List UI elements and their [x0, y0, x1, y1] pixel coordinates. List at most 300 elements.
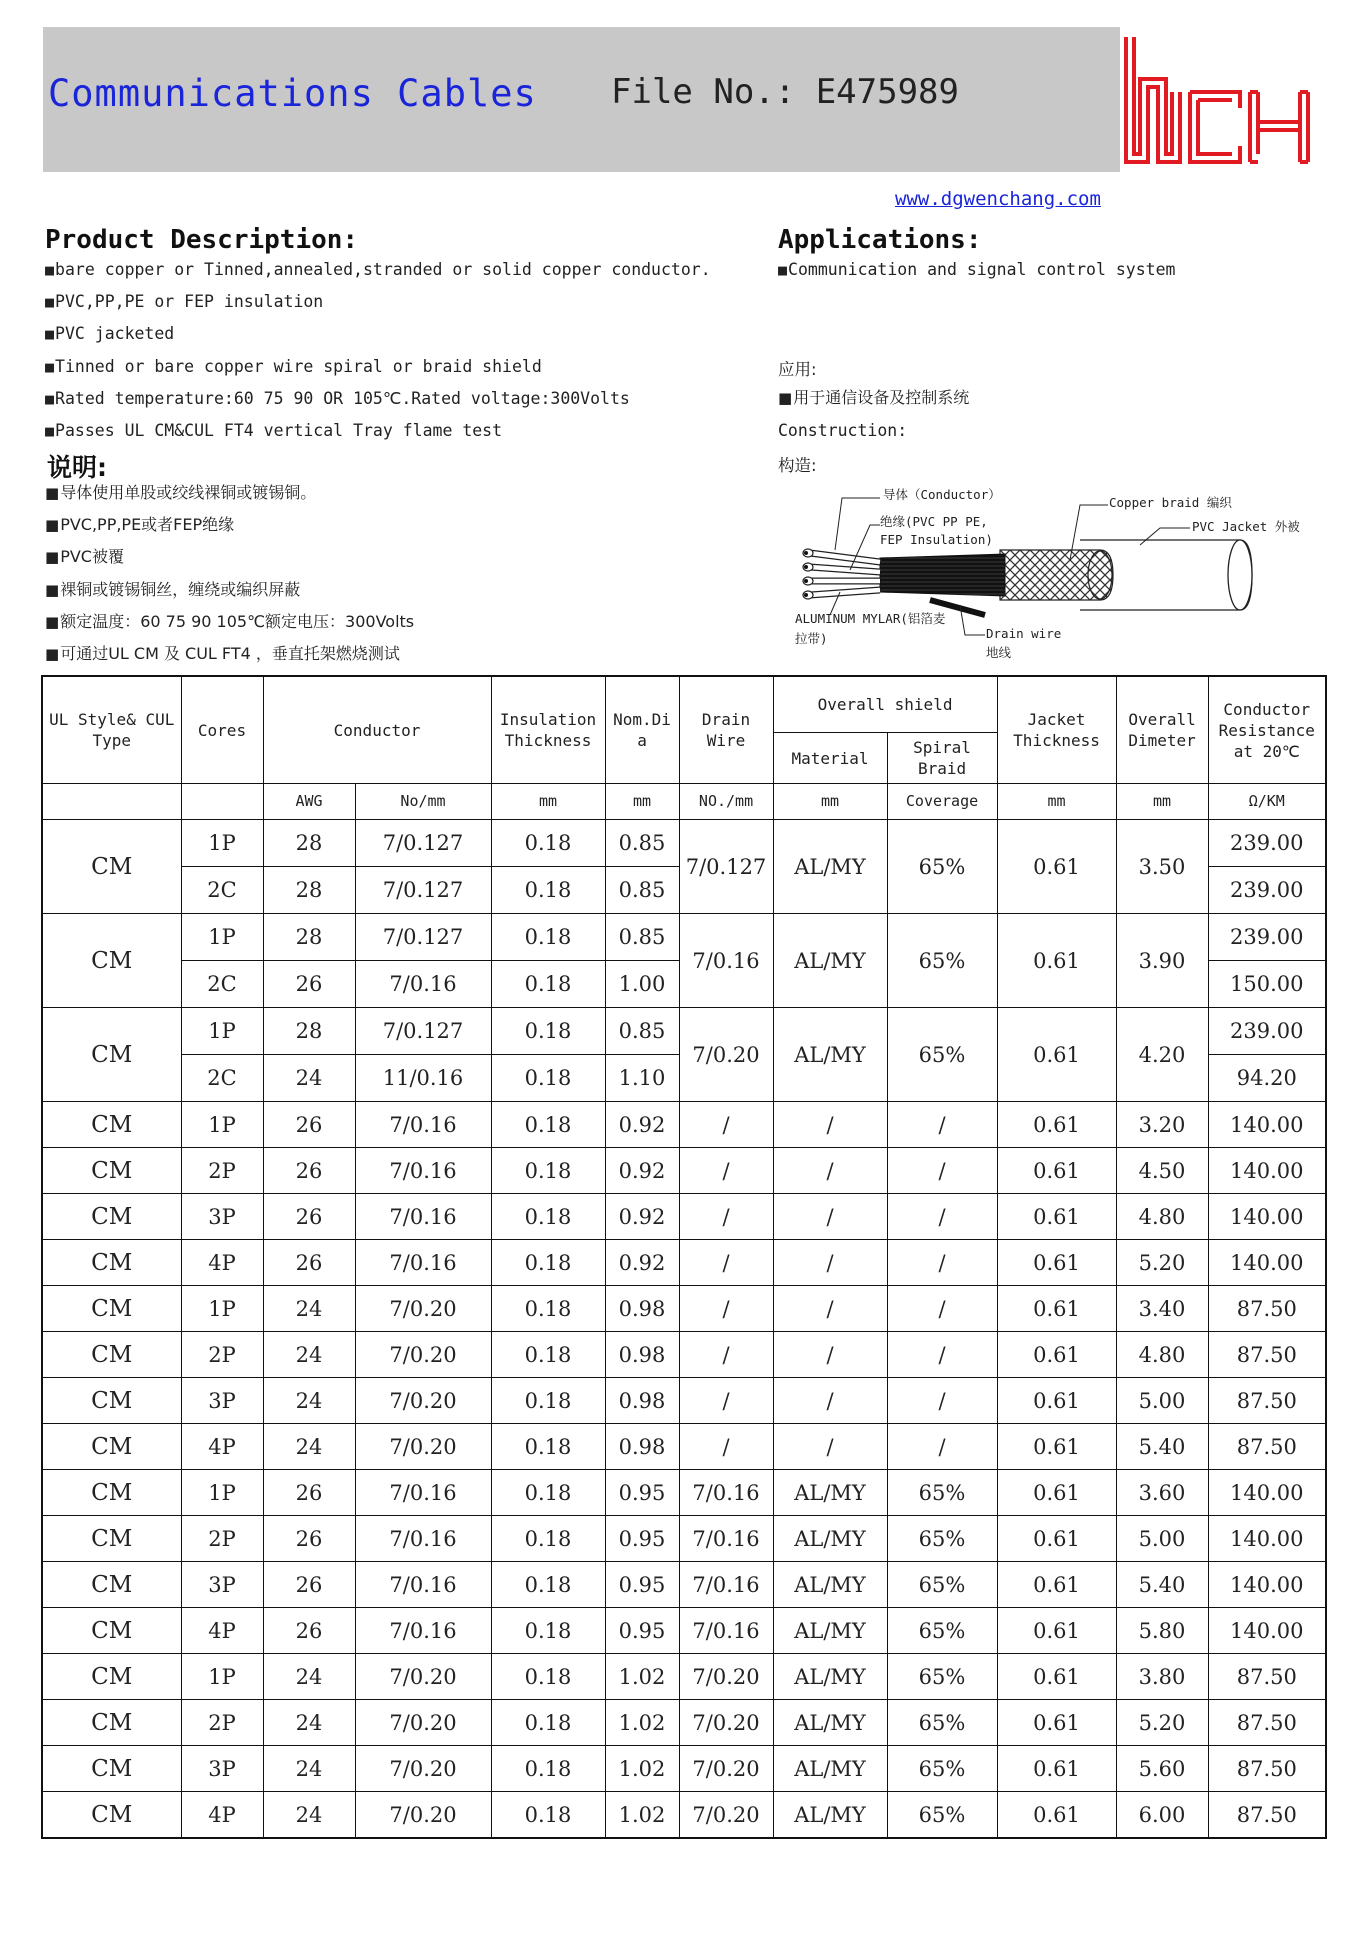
cell-style: CM	[42, 1008, 181, 1102]
cell-cores: 1P	[181, 1286, 263, 1332]
cell-resistance: 87.50	[1208, 1746, 1326, 1792]
cell-style: CM	[42, 1240, 181, 1286]
unit-mm: mm	[997, 784, 1116, 820]
table-row	[42, 1008, 1326, 1055]
cell-drain: /	[679, 1148, 773, 1194]
cell-overall: 3.20	[1116, 1102, 1208, 1148]
cell-overall: 5.00	[1116, 1516, 1208, 1562]
cell-nom-dia: 0.85	[605, 867, 679, 914]
cell-spiral: /	[887, 1194, 997, 1240]
cell-style: CM	[42, 1654, 181, 1700]
cell-no-mm: 7/0.127	[355, 1008, 491, 1055]
cell-no-mm: 7/0.20	[355, 1378, 491, 1424]
unit-ohm-km: Ω/KM	[1208, 784, 1326, 820]
table-row	[42, 1700, 1326, 1746]
cell-jacket: 0.61	[997, 1148, 1116, 1194]
table-row	[42, 1378, 1326, 1424]
cell-drain: 7/0.20	[679, 1792, 773, 1839]
header-conductor: Conductor	[263, 676, 491, 784]
cell-spiral: /	[887, 1240, 997, 1286]
cell-no-mm: 7/0.20	[355, 1700, 491, 1746]
unit-mm: mm	[605, 784, 679, 820]
cell-jacket: 0.61	[997, 1562, 1116, 1608]
cell-no-mm: 7/0.20	[355, 1286, 491, 1332]
cell-material: /	[773, 1194, 887, 1240]
cell-nom-dia: 1.00	[605, 961, 679, 1008]
cell-drain: 7/0.16	[679, 1516, 773, 1562]
cell-overall: 4.50	[1116, 1148, 1208, 1194]
file-number: File No.: E475989	[611, 72, 959, 112]
cell-awg: 28	[263, 820, 355, 867]
cell-resistance: 239.00	[1208, 914, 1326, 961]
cell-material: AL/MY	[773, 1470, 887, 1516]
cell-drain: /	[679, 1424, 773, 1470]
cell-spiral: 65%	[887, 1008, 997, 1102]
cell-nom-dia: 1.02	[605, 1746, 679, 1792]
cell-overall: 3.80	[1116, 1654, 1208, 1700]
cell-resistance: 239.00	[1208, 867, 1326, 914]
cell-nom-dia: 0.95	[605, 1516, 679, 1562]
cell-jacket: 0.61	[997, 820, 1116, 914]
cell-cores: 1P	[181, 914, 263, 961]
table-row	[42, 1424, 1326, 1470]
cell-jacket: 0.61	[997, 1608, 1116, 1654]
cell-resistance: 140.00	[1208, 1102, 1326, 1148]
cell-jacket: 0.61	[997, 1194, 1116, 1240]
cell-resistance: 87.50	[1208, 1792, 1326, 1839]
cell-nom-dia: 1.02	[605, 1700, 679, 1746]
list-item: ■ Communication and signal control system	[778, 254, 1175, 286]
label-drain-1: Drain wire	[986, 626, 1062, 641]
cell-spiral: 65%	[887, 1470, 997, 1516]
cell-material: /	[773, 1424, 887, 1470]
unit-mm: mm	[773, 784, 887, 820]
cell-awg: 24	[263, 1378, 355, 1424]
cell-overall: 4.80	[1116, 1332, 1208, 1378]
applications-heading: Applications:	[778, 225, 982, 255]
cell-resistance: 140.00	[1208, 1470, 1326, 1516]
header-banner	[43, 27, 1120, 172]
cell-no-mm: 7/0.20	[355, 1792, 491, 1839]
table-row	[42, 1194, 1326, 1240]
cell-drain: /	[679, 1332, 773, 1378]
cell-awg: 24	[263, 1700, 355, 1746]
cell-no-mm: 7/0.16	[355, 1470, 491, 1516]
cell-cores: 1P	[181, 1654, 263, 1700]
list-item: ■ Rated temperature:60 75 90 OR 105℃.Rated voltage:300Volts	[45, 383, 711, 415]
cell-awg: 24	[263, 1746, 355, 1792]
cell-material: /	[773, 1240, 887, 1286]
unit-coverage: Coverage	[887, 784, 997, 820]
list-item: ■ 导体使用单股或绞线裸铜或镀锡铜。	[45, 477, 414, 509]
cell-nom-dia: 0.98	[605, 1332, 679, 1378]
cell-jacket: 0.61	[997, 1700, 1116, 1746]
cell-drain: /	[679, 1102, 773, 1148]
table-row	[42, 1148, 1326, 1194]
table-row	[42, 1608, 1326, 1654]
cell-style: CM	[42, 914, 181, 1008]
cell-overall: 3.40	[1116, 1286, 1208, 1332]
cell-resistance: 239.00	[1208, 1008, 1326, 1055]
list-item: ■ 裸铜或镀锡铜丝，缠绕或编织屏蔽	[45, 574, 414, 606]
cell-cores: 3P	[181, 1194, 263, 1240]
header-spiral-braid: Spiral Braid	[887, 733, 997, 784]
cell-cores: 2P	[181, 1332, 263, 1378]
cell-insulation: 0.18	[491, 867, 605, 914]
list-item: ■ 额定温度：60 75 90 105℃额定电压：300Volts	[45, 606, 414, 638]
product-description-list	[45, 254, 711, 447]
header-overall-shield: Overall shield	[773, 676, 997, 733]
list-item: ■ PVC被覆	[45, 541, 414, 573]
table-row	[42, 1240, 1326, 1286]
cell-overall: 3.60	[1116, 1470, 1208, 1516]
unit-drain: NO./mm	[679, 784, 773, 820]
cell-no-mm: 7/0.20	[355, 1746, 491, 1792]
header-drain-wire: Drain Wire	[679, 676, 773, 784]
cell-no-mm: 7/0.16	[355, 1148, 491, 1194]
cell-nom-dia: 0.98	[605, 1424, 679, 1470]
cell-no-mm: 7/0.16	[355, 1608, 491, 1654]
unit-awg: AWG	[263, 784, 355, 820]
cell-insulation: 0.18	[491, 1286, 605, 1332]
cell-insulation: 0.18	[491, 1608, 605, 1654]
cell-drain: 7/0.20	[679, 1008, 773, 1102]
cell-insulation: 0.18	[491, 1700, 605, 1746]
cell-insulation: 0.18	[491, 1378, 605, 1424]
cell-drain: /	[679, 1240, 773, 1286]
cell-nom-dia: 0.92	[605, 1240, 679, 1286]
cell-style: CM	[42, 1562, 181, 1608]
cell-overall: 5.20	[1116, 1240, 1208, 1286]
cell-resistance: 140.00	[1208, 1194, 1326, 1240]
cell-no-mm: 7/0.16	[355, 1240, 491, 1286]
spec-table	[41, 675, 1327, 1839]
cell-no-mm: 7/0.16	[355, 1516, 491, 1562]
cell-jacket: 0.61	[997, 1654, 1116, 1700]
cell-nom-dia: 0.92	[605, 1148, 679, 1194]
cell-insulation: 0.18	[491, 1055, 605, 1102]
cell-style: CM	[42, 1286, 181, 1332]
cell-resistance: 140.00	[1208, 1562, 1326, 1608]
cell-material: AL/MY	[773, 1792, 887, 1839]
cell-awg: 26	[263, 1608, 355, 1654]
cell-awg: 24	[263, 1792, 355, 1839]
cell-no-mm: 7/0.20	[355, 1654, 491, 1700]
cell-nom-dia: 0.92	[605, 1194, 679, 1240]
header-overall-dimeter: Overall Dimeter	[1116, 676, 1208, 784]
cell-overall: 3.90	[1116, 914, 1208, 1008]
list-item: ■ PVC,PP,PE或者FEP绝缘	[45, 509, 414, 541]
cell-resistance: 87.50	[1208, 1654, 1326, 1700]
cell-material: AL/MY	[773, 1608, 887, 1654]
applications-list	[778, 254, 1175, 286]
cell-awg: 26	[263, 1102, 355, 1148]
cell-cores: 4P	[181, 1424, 263, 1470]
description-cn-list	[45, 477, 414, 670]
cell-spiral: 65%	[887, 1792, 997, 1839]
cell-resistance: 140.00	[1208, 1240, 1326, 1286]
cell-drain: /	[679, 1378, 773, 1424]
cell-cores: 1P	[181, 1008, 263, 1055]
cell-jacket: 0.61	[997, 1792, 1116, 1839]
cell-no-mm: 7/0.16	[355, 1102, 491, 1148]
spec-table-wrap	[41, 675, 1325, 1839]
cell-nom-dia: 0.95	[605, 1608, 679, 1654]
cell-jacket: 0.61	[997, 1332, 1116, 1378]
cell-insulation: 0.18	[491, 1746, 605, 1792]
table-row	[42, 820, 1326, 867]
cell-drain: /	[679, 1194, 773, 1240]
header-jacket: Jacket Thickness	[997, 676, 1116, 784]
cell-spiral: 65%	[887, 1608, 997, 1654]
cell-material: AL/MY	[773, 1562, 887, 1608]
unit-no-mm: No/mm	[355, 784, 491, 820]
cell-cores: 4P	[181, 1240, 263, 1286]
cell-style: CM	[42, 1378, 181, 1424]
cell-insulation: 0.18	[491, 1516, 605, 1562]
cell-insulation: 0.18	[491, 1654, 605, 1700]
list-item: ■ bare copper or Tinned,annealed,stranded or solid copper conductor.	[45, 254, 711, 286]
header-material: Material	[773, 733, 887, 784]
list-item: ■ Tinned or bare copper wire spiral or braid shield	[45, 351, 711, 383]
cell-style: CM	[42, 1332, 181, 1378]
cell-nom-dia: 0.85	[605, 1008, 679, 1055]
cell-insulation: 0.18	[491, 1102, 605, 1148]
cell-insulation: 0.18	[491, 1240, 605, 1286]
cell-overall: 5.20	[1116, 1700, 1208, 1746]
unit-mm: mm	[1116, 784, 1208, 820]
cell-insulation: 0.18	[491, 1424, 605, 1470]
cell-drain: 7/0.16	[679, 1470, 773, 1516]
cell-overall: 5.40	[1116, 1562, 1208, 1608]
cell-spiral: 65%	[887, 1700, 997, 1746]
label-mylar-1: ALUMINUM MYLAR(铝箔麦	[795, 611, 946, 626]
cell-drain: 7/0.20	[679, 1654, 773, 1700]
cell-drain: /	[679, 1286, 773, 1332]
cell-nom-dia: 0.85	[605, 820, 679, 867]
cell-material: /	[773, 1332, 887, 1378]
cell-resistance: 87.50	[1208, 1700, 1326, 1746]
cell-material: /	[773, 1148, 887, 1194]
cell-jacket: 0.61	[997, 1378, 1116, 1424]
cell-material: /	[773, 1102, 887, 1148]
cell-spiral: /	[887, 1102, 997, 1148]
cell-style: CM	[42, 820, 181, 914]
cable-construction-diagram	[780, 480, 1300, 670]
cell-cores: 3P	[181, 1562, 263, 1608]
cell-nom-dia: 1.02	[605, 1654, 679, 1700]
cell-nom-dia: 0.92	[605, 1102, 679, 1148]
cell-drain: 7/0.20	[679, 1746, 773, 1792]
cell-cores: 2P	[181, 1148, 263, 1194]
website-link[interactable]: www.dgwenchang.com	[895, 188, 1101, 210]
cell-insulation: 0.18	[491, 1148, 605, 1194]
cell-insulation: 0.18	[491, 1332, 605, 1378]
label-drain-2: 地线	[986, 645, 1012, 660]
cell-material: AL/MY	[773, 1654, 887, 1700]
list-item: ■ Passes UL CM&CUL FT4 vertical Tray flame test	[45, 415, 711, 447]
construction-cn-label: 构造:	[778, 456, 817, 475]
cell-spiral: /	[887, 1332, 997, 1378]
cell-overall: 3.50	[1116, 820, 1208, 914]
cell-spiral: 65%	[887, 1746, 997, 1792]
cell-drain: 7/0.20	[679, 1700, 773, 1746]
cell-spiral: /	[887, 1148, 997, 1194]
cell-spiral: /	[887, 1286, 997, 1332]
header-resistance: Conductor Resistance at 20℃	[1208, 676, 1326, 784]
cell-nom-dia: 1.02	[605, 1792, 679, 1839]
label-braid: Copper braid 编织	[1109, 495, 1232, 510]
cell-overall: 4.80	[1116, 1194, 1208, 1240]
cell-material: AL/MY	[773, 1700, 887, 1746]
cell-drain: 7/0.16	[679, 914, 773, 1008]
cell-awg: 28	[263, 867, 355, 914]
cell-insulation: 0.18	[491, 914, 605, 961]
cell-resistance: 140.00	[1208, 1516, 1326, 1562]
cell-resistance: 87.50	[1208, 1332, 1326, 1378]
cell-cores: 2C	[181, 867, 263, 914]
cell-resistance: 239.00	[1208, 820, 1326, 867]
cell-style: CM	[42, 1424, 181, 1470]
cell-style: CM	[42, 1700, 181, 1746]
cell-jacket: 0.61	[997, 1240, 1116, 1286]
cell-nom-dia: 1.10	[605, 1055, 679, 1102]
cell-drain: 7/0.16	[679, 1608, 773, 1654]
table-row	[42, 1470, 1326, 1516]
applications-cn-label: 应用:	[778, 360, 817, 379]
cell-jacket: 0.61	[997, 1102, 1116, 1148]
cell-overall: 5.40	[1116, 1424, 1208, 1470]
cell-resistance: 87.50	[1208, 1424, 1326, 1470]
cell-overall: 6.00	[1116, 1792, 1208, 1839]
table-row	[42, 1562, 1326, 1608]
cell-spiral: 65%	[887, 914, 997, 1008]
unit-blank	[42, 784, 181, 820]
cell-no-mm: 11/0.16	[355, 1055, 491, 1102]
cell-insulation: 0.18	[491, 1562, 605, 1608]
cell-awg: 26	[263, 1470, 355, 1516]
cell-cores: 2C	[181, 961, 263, 1008]
cell-nom-dia: 0.98	[605, 1286, 679, 1332]
cell-cores: 3P	[181, 1378, 263, 1424]
cell-cores: 4P	[181, 1792, 263, 1839]
unit-blank	[181, 784, 263, 820]
table-row	[42, 914, 1326, 961]
unit-mm: mm	[491, 784, 605, 820]
cell-no-mm: 7/0.127	[355, 914, 491, 961]
cell-material: AL/MY	[773, 1008, 887, 1102]
cell-insulation: 0.18	[491, 820, 605, 867]
cell-awg: 26	[263, 1194, 355, 1240]
list-item: ■ PVC,PP,PE or FEP insulation	[45, 286, 711, 318]
cell-awg: 26	[263, 1240, 355, 1286]
cell-resistance: 87.50	[1208, 1378, 1326, 1424]
cell-cores: 4P	[181, 1608, 263, 1654]
table-row	[42, 1332, 1326, 1378]
cell-no-mm: 7/0.127	[355, 820, 491, 867]
cell-spiral: /	[887, 1378, 997, 1424]
cell-spiral: /	[887, 1424, 997, 1470]
list-item: ■ 用于通信设备及控制系统	[778, 382, 969, 414]
applications-cn-list	[778, 382, 969, 414]
cell-style: CM	[42, 1608, 181, 1654]
cell-resistance: 140.00	[1208, 1148, 1326, 1194]
cell-overall: 5.60	[1116, 1746, 1208, 1792]
cell-style: CM	[42, 1102, 181, 1148]
cell-awg: 28	[263, 914, 355, 961]
cell-no-mm: 7/0.20	[355, 1424, 491, 1470]
cell-style: CM	[42, 1470, 181, 1516]
table-row	[42, 1746, 1326, 1792]
wch-logo	[1118, 32, 1318, 167]
cell-cores: 1P	[181, 1102, 263, 1148]
cell-cores: 1P	[181, 820, 263, 867]
cell-awg: 26	[263, 1148, 355, 1194]
page-title: Communications Cables	[48, 72, 537, 115]
cell-awg: 24	[263, 1286, 355, 1332]
cell-insulation: 0.18	[491, 1470, 605, 1516]
table-row	[42, 1516, 1326, 1562]
cell-material: AL/MY	[773, 1516, 887, 1562]
cell-material: AL/MY	[773, 914, 887, 1008]
label-insulation-1: 绝缘(PVC PP PE,	[880, 514, 988, 529]
cell-nom-dia: 0.95	[605, 1562, 679, 1608]
cell-spiral: 65%	[887, 1562, 997, 1608]
cell-material: AL/MY	[773, 1746, 887, 1792]
header-nom-dia: Nom.Di a	[605, 676, 679, 784]
cell-material: /	[773, 1286, 887, 1332]
label-insulation-2: FEP Insulation)	[880, 532, 993, 547]
cell-nom-dia: 0.98	[605, 1378, 679, 1424]
cell-awg: 26	[263, 1516, 355, 1562]
cell-insulation: 0.18	[491, 1194, 605, 1240]
cell-jacket: 0.61	[997, 914, 1116, 1008]
cell-overall: 5.80	[1116, 1608, 1208, 1654]
cell-jacket: 0.61	[997, 1424, 1116, 1470]
description-cn-heading: 说明:	[47, 453, 107, 482]
cell-cores: 2C	[181, 1055, 263, 1102]
cell-insulation: 0.18	[491, 1008, 605, 1055]
cell-no-mm: 7/0.20	[355, 1332, 491, 1378]
cell-resistance: 150.00	[1208, 961, 1326, 1008]
list-item: ■ 可通过UL CM 及 CUL FT4 ，垂直托架燃烧测试	[45, 638, 414, 670]
header-insulation: Insulation Thickness	[491, 676, 605, 784]
cell-awg: 24	[263, 1424, 355, 1470]
cell-spiral: 65%	[887, 1654, 997, 1700]
header-cores: Cores	[181, 676, 263, 784]
cell-jacket: 0.61	[997, 1516, 1116, 1562]
table-row	[42, 1102, 1326, 1148]
cell-nom-dia: 0.95	[605, 1470, 679, 1516]
table-row	[42, 1286, 1326, 1332]
cell-jacket: 0.61	[997, 1286, 1116, 1332]
cell-cores: 1P	[181, 1470, 263, 1516]
cell-cores: 2P	[181, 1516, 263, 1562]
cell-style: CM	[42, 1194, 181, 1240]
cell-no-mm: 7/0.127	[355, 867, 491, 914]
cell-material: /	[773, 1378, 887, 1424]
cell-awg: 26	[263, 1562, 355, 1608]
label-conductor: 导体（Conductor）	[883, 487, 1001, 502]
cell-awg: 24	[263, 1332, 355, 1378]
cell-style: CM	[42, 1792, 181, 1839]
spec-table-body	[42, 820, 1326, 1839]
cell-style: CM	[42, 1516, 181, 1562]
product-description-heading: Product Description:	[45, 225, 359, 255]
cell-style: CM	[42, 1148, 181, 1194]
cell-spiral: 65%	[887, 820, 997, 914]
cell-resistance: 140.00	[1208, 1608, 1326, 1654]
